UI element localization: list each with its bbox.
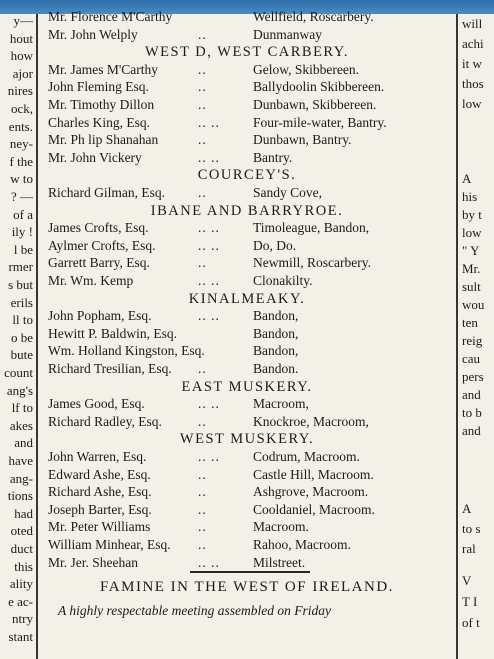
subscriber-place: Dunbawn, Bantry.: [253, 132, 352, 148]
left-column-fragment: count: [4, 365, 33, 380]
subscriber-entry: [48, 114, 448, 132]
subscriber-entry: [48, 342, 448, 360]
right-column-fragment: ten: [462, 315, 478, 330]
subscriber-place: Bandon,: [253, 308, 299, 324]
subscriber-name: Mr. Timothy Dillon: [48, 97, 155, 112]
right-column-fragment: low: [462, 225, 482, 240]
left-column-fragment: y—: [13, 14, 33, 28]
left-column-fragment: ajor: [12, 65, 33, 81]
subscriber-entry: [48, 237, 448, 255]
subscriber-name: Charles King, Esq.: [48, 114, 150, 130]
leader-dots: .. ..: [198, 449, 220, 464]
leader-dots: .. ..: [198, 149, 220, 165]
right-column-fragment: to s: [462, 521, 481, 536]
section-heading: WEST D, WEST CARBERY.: [144, 44, 350, 61]
section-heading: WEST MUSKERY.: [179, 431, 315, 448]
left-column-fragment: nires: [7, 83, 33, 99]
leader-dots: .. ..: [198, 273, 220, 288]
left-column-fragment: lf to: [11, 400, 33, 416]
left-column-fragment: ock,: [10, 101, 33, 116]
leader-dots: ..: [198, 361, 207, 376]
section-heading: COURCEY'S.: [197, 167, 297, 184]
subscriber-entry: [48, 219, 448, 237]
left-column-fragment: and: [14, 435, 33, 451]
subscriber-place: Castle Hill, Macroom.: [253, 466, 374, 482]
subscriber-place: Wellfield, Roscarbery.: [253, 9, 374, 24]
subscriber-place: Rahoo, Macroom.: [253, 537, 351, 552]
right-column-fragment: and: [462, 387, 481, 402]
subscriber-name: Richard Radley, Esq.: [48, 413, 162, 429]
left-column-fragment: ents.: [8, 118, 33, 134]
subscriber-name: Mr. Jer. Sheehan: [48, 554, 138, 570]
left-column-fragment: ang-: [9, 470, 33, 486]
subscriber-entry: [48, 536, 448, 554]
subscriber-entry: [48, 448, 448, 466]
left-column-fragment: ality: [9, 576, 33, 592]
left-column-fragment: duct: [10, 541, 33, 556]
subscriber-name: John Fleming Esq.: [48, 79, 149, 95]
section-heading: EAST MUSKERY.: [181, 378, 313, 395]
subscriber-name: Edward Ashe, Esq.: [48, 466, 151, 482]
subscriber-place: Do, Do.: [253, 237, 297, 253]
right-column-fragment: his: [462, 189, 478, 204]
right-column-fragment: " Y: [462, 243, 480, 258]
left-column-fragment: l be: [13, 241, 33, 257]
right-column-fragment: Mr.: [462, 261, 481, 276]
subscriber-place: Bantry.: [253, 149, 293, 165]
subscriber-entry: [48, 307, 448, 325]
left-column-fragment: e ac-: [8, 593, 33, 609]
subscriber-name: Hewitt P. Baldwin, Esq.: [48, 325, 178, 341]
left-column-fragment: erils: [10, 294, 33, 310]
subscriber-name: Garrett Barry, Esq.: [48, 255, 150, 271]
right-column-fragment: V: [462, 573, 472, 588]
right-column-fragment: cau: [462, 351, 481, 366]
left-column-fragment: ily !: [11, 224, 33, 240]
subscriber-entry: [48, 325, 448, 343]
leader-dots: .. ..: [198, 237, 220, 253]
subscriber-entry: [48, 360, 448, 378]
leader-dots: ..: [198, 466, 207, 482]
column-rule-right: [456, 14, 458, 659]
subscriber-place: Ballydoolin Skibbereen.: [253, 79, 385, 95]
right-column-fragment: thos: [462, 76, 484, 91]
article-title: FAMINE IN THE WEST OF IRELAND.: [100, 579, 394, 596]
subscriber-place: Clonakilty.: [253, 273, 313, 288]
left-column-fragments: [0, 14, 35, 659]
subscriber-place: Cooldaniel, Macroom.: [253, 501, 375, 517]
leader-dots: ..: [198, 97, 207, 112]
subscriber-name: Mr. John Vickery: [48, 149, 142, 165]
left-column-fragment: ang's: [6, 382, 33, 398]
subscriber-place: Dunbawn, Skibbereen.: [253, 97, 377, 112]
subscriber-place: Codrum, Macroom.: [253, 449, 360, 464]
subscriber-entry: [48, 413, 448, 431]
subscriber-place: Knockroe, Macroom,: [253, 413, 369, 429]
subscriber-name: Mr. Peter Williams: [48, 519, 151, 535]
right-column-fragment: T I: [462, 594, 478, 609]
subscriber-place: Macroom.: [253, 519, 309, 535]
leader-dots: ..: [198, 537, 207, 552]
left-column-fragment: ney-: [9, 136, 33, 152]
left-column-fragment: ll to: [12, 312, 33, 328]
left-column-fragment: f the: [9, 153, 33, 169]
subscriber-entry: [48, 395, 448, 413]
subscriber-entry: [48, 254, 448, 272]
subscriber-entry: [48, 272, 448, 290]
subscriber-place: Gelow, Skibbereen.: [253, 61, 359, 77]
subscriber-name: James Crofts, Esq.: [48, 220, 149, 236]
subscriber-name: Joseph Barter, Esq.: [48, 501, 152, 517]
subscriber-place: Timoleague, Bandon,: [253, 220, 370, 236]
right-column-fragment: pers: [462, 369, 484, 384]
right-column-fragment: low: [462, 96, 482, 111]
leader-dots: ..: [198, 413, 207, 429]
leader-dots: .. ..: [198, 308, 220, 324]
subscriber-name: Richard Tresilian, Esq.: [48, 361, 172, 376]
section-heading: IBANE AND BARRYROE.: [150, 202, 344, 219]
subscriber-name: Mr. Florence M'Carthy: [48, 9, 173, 24]
left-column-fragment: have: [8, 453, 33, 468]
left-column-fragment: oted: [10, 523, 33, 539]
leader-dots: .. ..: [198, 220, 220, 236]
subscriber-place: Milstreet.: [253, 554, 306, 570]
subscriber-place: Four-mile-water, Bantry.: [253, 114, 387, 130]
right-column-fragment: wou: [462, 297, 485, 312]
left-column-fragment: hout: [9, 30, 33, 46]
column-rule-left: [36, 14, 38, 659]
left-column-fragment: rmer: [8, 259, 33, 275]
left-column-fragment: ntry: [12, 611, 33, 627]
left-column-fragment: s but: [8, 277, 33, 292]
right-column-fragment: by t: [462, 207, 482, 222]
leader-dots: ..: [198, 484, 207, 500]
left-column-fragment: tions: [7, 488, 33, 504]
subscriber-name: Mr. James M'Carthy: [48, 61, 159, 77]
subscriber-place: Sandy Cove,: [253, 185, 322, 200]
subscriber-entry: [48, 501, 448, 519]
subscriber-name: James Good, Esq.: [48, 396, 145, 412]
subscriber-name: Mr. John Welply: [48, 26, 138, 42]
leader-dots: ..: [198, 185, 207, 200]
subscriber-place: Dunmanway: [253, 26, 322, 42]
leader-dots: ..: [198, 501, 207, 517]
subscriber-entry: [48, 149, 448, 167]
subscriber-entry: [48, 483, 448, 501]
subscriber-place: Bandon,: [253, 325, 299, 341]
right-column-fragment: will: [462, 16, 483, 31]
left-column-fragment: had: [14, 505, 33, 521]
right-column-fragment: of t: [462, 615, 480, 630]
subscriber-entry: [48, 518, 448, 536]
subscriber-place: Bandon,: [253, 343, 299, 359]
subscriber-entry: [48, 78, 448, 96]
subscriber-name: Wm. Holland Kingston, Esq.: [48, 343, 205, 359]
subscriber-place: Newmill, Roscarbery.: [253, 255, 371, 271]
right-column-fragment: achi: [462, 36, 484, 51]
right-column-fragment: to b: [462, 405, 482, 420]
subscriber-list-column: [40, 9, 454, 659]
subscriber-entry: [48, 96, 448, 114]
leader-dots: .. ..: [198, 396, 220, 412]
right-column-fragment: A: [462, 501, 472, 516]
subscriber-name: Richard Ashe, Esq.: [48, 484, 152, 500]
subscriber-entry: [48, 26, 448, 44]
left-column-fragment: akes: [9, 417, 33, 433]
leader-dots: ..: [198, 79, 207, 95]
left-column-fragment: how: [10, 48, 33, 64]
left-column-fragment: this: [14, 558, 33, 574]
left-column-fragment: o be: [10, 329, 33, 345]
subscriber-place: Bandon.: [253, 361, 299, 376]
subscriber-name: Aylmer Crofts, Esq.: [48, 237, 156, 253]
subscriber-entry: [48, 61, 448, 79]
leader-dots: ..: [198, 26, 207, 42]
subscriber-entry: [48, 184, 448, 202]
right-column-fragment: A: [462, 171, 472, 186]
subscriber-place: Macroom,: [253, 396, 309, 412]
right-column-fragment: sult: [462, 279, 481, 294]
subscriber-name: William Minhear, Esq.: [48, 537, 171, 552]
left-column-fragment: bute: [10, 347, 33, 363]
subscriber-name: John Popham, Esq.: [48, 308, 152, 324]
leader-dots: .. ..: [198, 554, 220, 570]
subscriber-entry: [48, 554, 448, 572]
right-column-fragment: and: [462, 423, 481, 438]
subscriber-name: Mr. Wm. Kemp: [48, 273, 134, 288]
leader-dots: ..: [198, 61, 207, 77]
leader-dots: ..: [198, 519, 207, 535]
leader-dots: ..: [198, 132, 207, 148]
subscriber-entry: [48, 8, 448, 26]
section-heading: KINALMEAKY.: [188, 290, 306, 307]
right-column-fragment: it w: [462, 56, 482, 71]
leader-dots: ..: [198, 255, 207, 271]
leader-dots: .. ..: [198, 114, 220, 130]
subscriber-name: Richard Gilman, Esq.: [48, 185, 165, 200]
subscriber-place: Ashgrove, Macroom.: [253, 484, 369, 500]
subscriber-entry: [48, 131, 448, 149]
right-column-fragment: reig: [462, 333, 483, 348]
right-column-fragment: ral: [462, 541, 476, 556]
left-column-fragment: ? —: [10, 189, 33, 204]
left-column-fragment: w to: [10, 171, 33, 187]
right-column-fragments: [460, 14, 494, 659]
left-column-fragment: of a: [13, 206, 33, 222]
subscriber-name: John Warren, Esq.: [48, 449, 147, 464]
left-column-fragment: stant: [8, 629, 33, 644]
subscriber-name: Mr. Ph lip Shanahan: [48, 132, 159, 148]
article-first-line: A highly respectable meeting assembled on Friday: [58, 603, 331, 619]
subscriber-entry: [48, 466, 448, 484]
